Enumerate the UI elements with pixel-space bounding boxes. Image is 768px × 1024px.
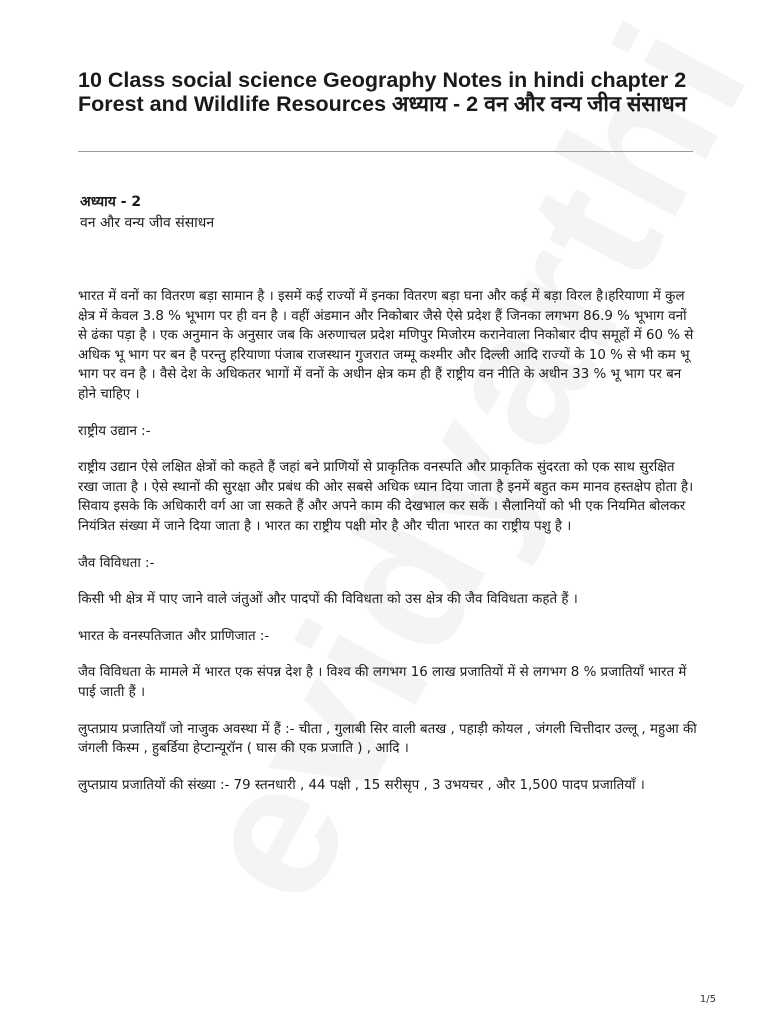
heading-biodiversity: जैव विविधता :-	[78, 555, 155, 571]
chapter-name: वन और वन्य जीव संसाधन	[80, 215, 215, 231]
paragraph-endangered-species: लुप्तप्राय प्रजातियाँ जो नाजुक अवस्था में हैं :- चीता , गुलाबी सिर वाली बतख , पहाड़ी कोयल , जंगली चित्तीदार उल्लू , महुआ की जंगली किस्म , हुबर्डिया हेप्टान्यूरॉन ( घास की एक प्रजाति ) , आदि ।	[78, 721, 697, 757]
paragraph-national-parks: राष्ट्रीय उद्यान ऐसे लक्षित क्षेत्रों को कहते हैं जहां बने प्राणियों से प्राकृतिक वनस्पति और प्राकृतिक सुंदरता को एक साथ सुरक्षित रखा जाता है । ऐसे स्थानों की सुरक्षा और प्रबंध की ओर सबसे अधिक ध्यान दिया जाता है इनमें बहुत कम मानव हस्तक्षेप होता है। सिवाय इसके कि अधिकारी वर्ग आ जा सकते हैं और अपने काम की देखभाल कर सकें । सैलानियों को भी एक नियमित बोलकर नियंत्रित संख्या में जाने दिया जाता है । भारत का राष्ट्रीय पक्षी मोर है और चीता भारत का राष्ट्रीय पशु है ।	[78, 460, 694, 534]
page-title: 10 Class social science Geography Notes in hindi chapter 2 Forest and Wildlife Resources अध्याय - 2 वन और वन्य जीव संसाधन	[78, 68, 687, 116]
heading-flora-fauna: भारत के वनस्पतिजात और प्राणिजात :-	[78, 628, 270, 644]
paragraph-biodiversity: किसी भी क्षेत्र में पाए जाने वाले जंतुओं और पादपों की विविधता को उस क्षेत्र की जैव विविधता कहते हैं ।	[78, 592, 578, 608]
document-body	[78, 287, 698, 812]
title-divider	[78, 151, 693, 152]
page-number: 1/5	[699, 994, 716, 1005]
chapter-label: अध्याय - 2	[80, 194, 142, 210]
paragraph-endangered-count: लुप्तप्राय प्रजातियों की संख्या :- 79 स्तनधारी , 44 पक्षी , 15 सरीसृप , 3 उभयचर , और 1,500 पादप प्रजातियाँ ।	[78, 777, 645, 793]
paragraph-forest-distribution: भारत में वनों का वितरण बड़ा सामान है । इसमें कई राज्यों में इनका वितरण बड़ा घना और कई में बड़ा विरल है।हरियाणा में कुल क्षेत्र में केवल 3.8 % भूभाग पर ही वन है । वहीं अंडमान और निकोबार जैसे ऐसे प्रदेश हैं जिनका लगभग 86.9 % भूभाग वनों से ढंका पड़ा है । एक अनुमान के अनुसार जब कि अरुणाचल प्रदेश मणिपुर मिजोरम करानेवाला निकोबार दीप समूहों में 60 % से अधिक भू भाग पर बन है परन्तु हरियाणा पंजाब राजस्थान गुजरात जम्मू कश्मीर और दिल्ली आदि राज्यों के 10 % से भी कम भू भाग पर वन है । वैसे देश के अधिकतर भागों में वनों के अधीन क्षेत्र कम ही हैं राष्ट्रीय वन नीति के अधीन 33 % भू भाग पर बन होने चाहिए ।	[78, 289, 694, 402]
paragraph-flora-fauna: जैव विविधता के मामले में भारत एक संपन्न देश है । विश्व की लगभग 16 लाख प्रजातियों में से लगभग 8 % प्रजातियाँ भारत में पाई जाती हैं ।	[78, 665, 687, 700]
heading-national-parks: राष्ट्रीय उद्यान :-	[78, 423, 151, 439]
